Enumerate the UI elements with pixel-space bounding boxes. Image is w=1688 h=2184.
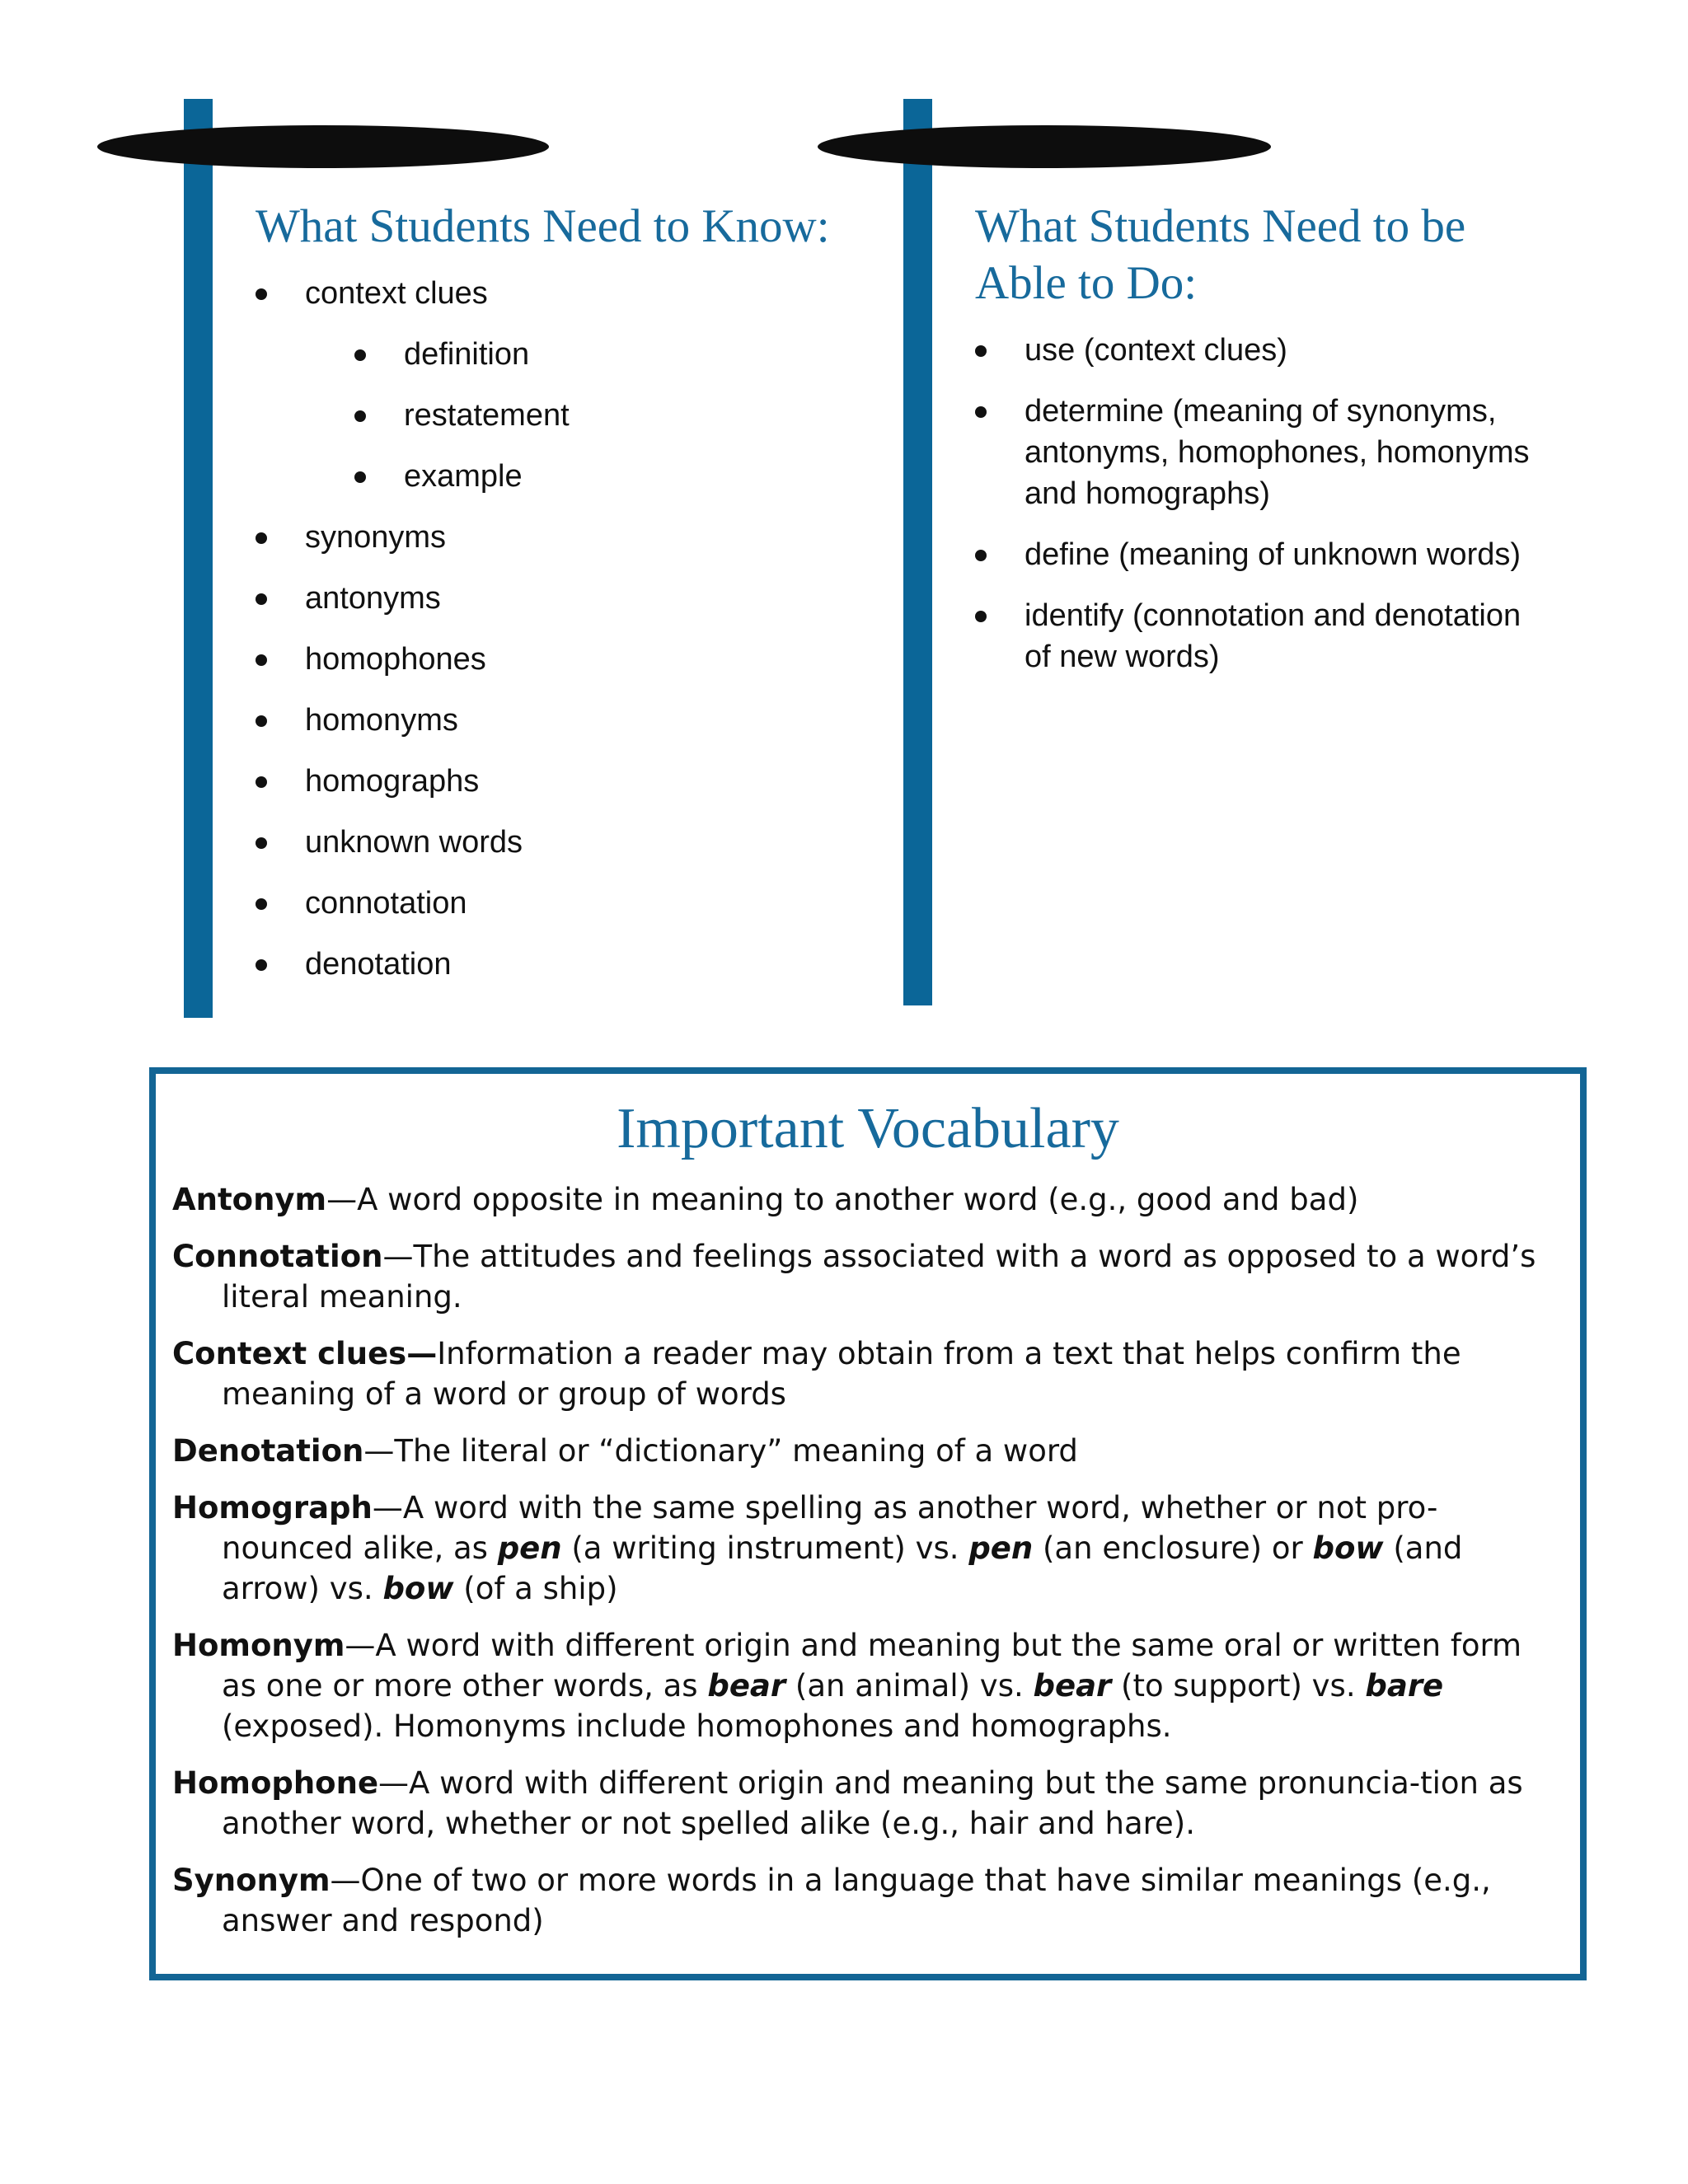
vocab-entry-connotation — [172, 1236, 1557, 1317]
vocab-term: Homonym — [172, 1628, 345, 1663]
vocab-example-word: bear — [707, 1668, 786, 1704]
vocab-definition: —The literal or “dictionary” meaning of a word — [363, 1433, 1078, 1469]
vocab-definition: Information a reader may obtain from a text that helps confirm the meaning of a word or group of words — [222, 1336, 1461, 1412]
vocab-term: Homograph — [172, 1490, 373, 1526]
vocab-definition-part: (an animal) vs. — [785, 1668, 1034, 1704]
vocabulary-title: Important Vocabulary — [617, 1097, 1119, 1160]
know-subitem: restatement — [354, 395, 882, 436]
know-subitem: definition — [354, 334, 882, 375]
know-item: connotation — [256, 883, 882, 924]
know-subitem: example — [354, 456, 882, 497]
vocab-example-word: pen — [497, 1530, 562, 1566]
do-item — [975, 391, 1601, 514]
do-item — [975, 330, 1601, 371]
vocab-entry-context-clues — [172, 1333, 1557, 1414]
vocab-entry-homonym — [172, 1625, 1557, 1746]
vocab-example-word: bear — [1033, 1668, 1112, 1704]
right-column-cap — [818, 125, 1271, 168]
vocab-term: Context clues— — [172, 1336, 438, 1371]
do-item-line: identify (connotation and denotation — [1025, 598, 1522, 633]
vocab-term: Denotation — [172, 1433, 364, 1469]
do-item — [975, 534, 1601, 575]
vocab-definition-part: (to support) vs. — [1111, 1668, 1366, 1704]
do-title-line1: What Students Need to be — [975, 200, 1466, 252]
vocab-definition-part: (and arrow) vs. — [222, 1530, 1463, 1606]
vocab-entry-antonym — [172, 1179, 1557, 1220]
vocab-example-word: bow — [382, 1571, 454, 1606]
vocab-definition: —A word with different origin and meaning but the same pronuncia-tion as another word, whether or not spelled alike (e.g., hair and hare). — [222, 1765, 1523, 1841]
know-item: synonyms — [256, 517, 882, 558]
left-column-cap — [97, 125, 549, 168]
know-item: antonyms — [256, 578, 882, 619]
vocab-definition-part: (an enclosure) or — [1033, 1530, 1313, 1566]
vocab-definition: —The attitudes and feelings associated with a word as opposed to a word’s literal meaning. — [222, 1239, 1536, 1315]
vocab-definition: —One of two or more words in a language that have similar meanings (e.g., answer and respond) — [222, 1863, 1491, 1938]
do-item-line: define (meaning of unknown words) — [1025, 537, 1522, 572]
vocab-term: Synonym — [172, 1863, 331, 1898]
do-item-line: of new words) — [1025, 640, 1220, 674]
do-item-line: and homographs) — [1025, 476, 1270, 511]
vocab-term: Connotation — [172, 1239, 383, 1274]
vocab-term: Homophone — [172, 1765, 379, 1801]
vocab-entry-homophone — [172, 1763, 1557, 1844]
know-item: homographs — [256, 761, 882, 802]
do-item — [975, 595, 1601, 677]
know-item: denotation — [256, 944, 882, 985]
right-column-bar — [903, 99, 932, 1005]
know-title: What Students Need to Know: — [256, 200, 830, 252]
do-item-line: use (context clues) — [1025, 333, 1287, 368]
vocabulary-list — [172, 1179, 1557, 1957]
vocab-term: Antonym — [172, 1182, 327, 1217]
know-item: unknown words — [256, 822, 882, 863]
vocab-definition-part: —A word with the same spelling as another word, whether or not pro-nounced alike, as — [222, 1490, 1438, 1566]
vocabulary-box — [149, 1067, 1587, 1980]
know-item: homophones — [256, 639, 882, 680]
do-item-line: determine (meaning of synonyms, — [1025, 394, 1497, 429]
know-list — [256, 273, 882, 985]
vocab-definition-part: —A word with different origin and meaning but the same oral or written form as one or more other words, as — [222, 1628, 1522, 1704]
vocab-entry-denotation — [172, 1431, 1557, 1471]
vocab-definition-part: (exposed). Homonyms include homophones and homographs. — [222, 1708, 1172, 1744]
do-item-line: antonyms, homophones, homonyms — [1025, 435, 1530, 470]
do-column — [975, 198, 1601, 697]
left-column-bar — [184, 99, 213, 1018]
vocab-definition: —A word opposite in meaning to another word (e.g., good and bad) — [326, 1182, 1359, 1217]
do-list — [975, 330, 1601, 677]
vocab-example-word: bow — [1312, 1530, 1384, 1566]
vocab-example-word: pen — [968, 1530, 1034, 1566]
do-title — [975, 198, 1601, 312]
do-title-line2: Able to Do: — [975, 257, 1198, 309]
know-column — [256, 198, 882, 1005]
vocab-definition-part: (of a ship) — [453, 1571, 618, 1606]
vocab-definition-part: (a writing instrument) vs. — [561, 1530, 969, 1566]
know-item: context clues — [256, 273, 882, 314]
vocab-entry-synonym — [172, 1860, 1557, 1941]
know-item: homonyms — [256, 700, 882, 741]
vocab-example-word: bare — [1365, 1668, 1444, 1704]
vocab-entry-homograph — [172, 1488, 1557, 1609]
